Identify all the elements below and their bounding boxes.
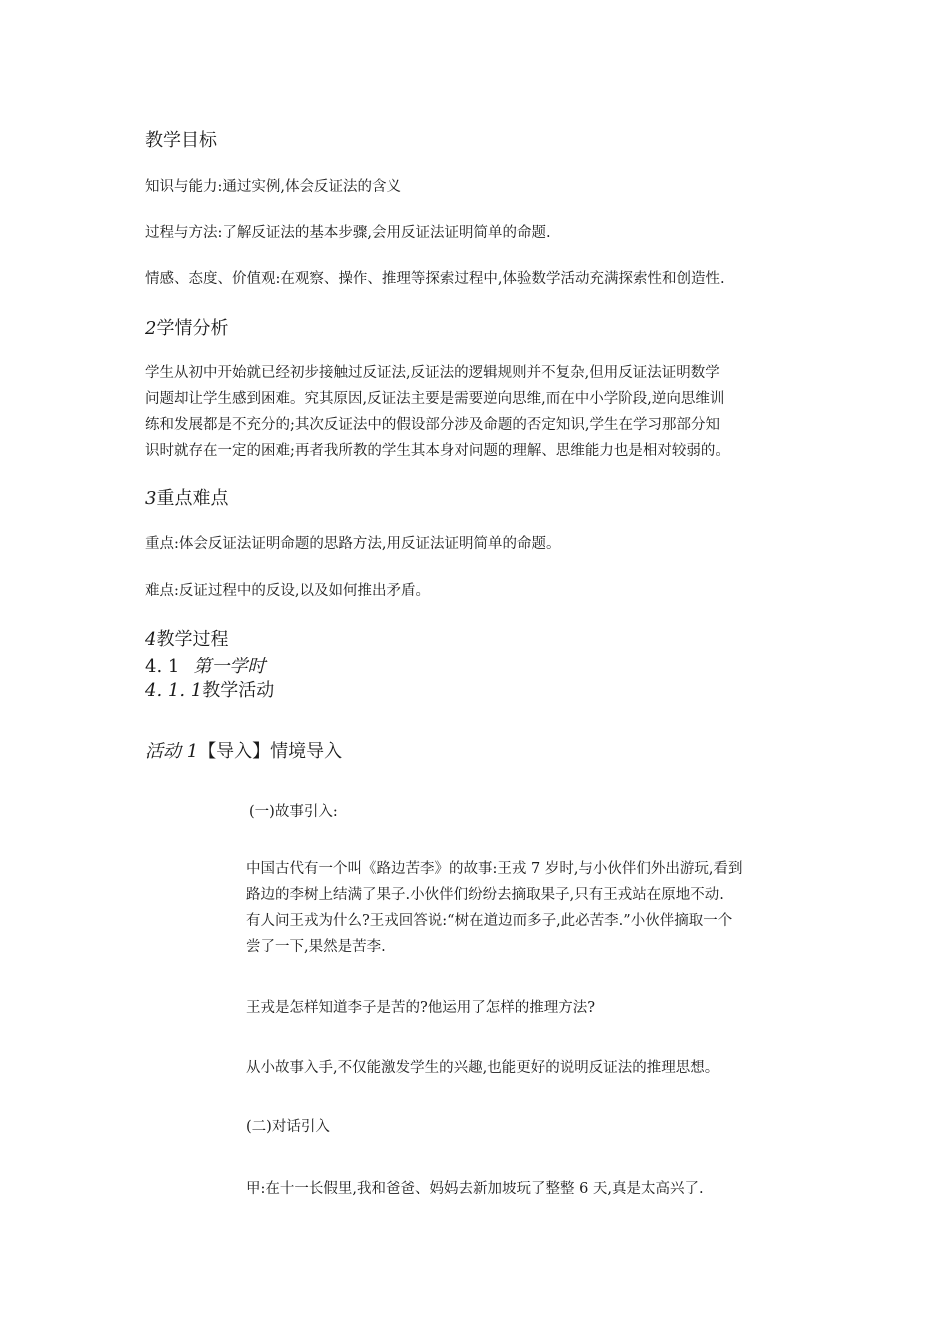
goal-knowledge: 知识与能力:通过实例,体会反证法的含义 [145, 179, 401, 195]
analysis-paragraph [145, 360, 815, 464]
activity-title: 【导入】情境导入 [198, 741, 343, 762]
difficult-point: 难点:反证过程中的反设,以及如何推出矛盾。 [145, 583, 430, 599]
subsection-title: 第一学时 [193, 656, 266, 677]
analysis-line: 学生从初中开始就已经初步接触过反证法,反证法的逻辑规则并不复杂,但用反证法证明数学 [145, 365, 720, 381]
section-heading-analysis [145, 314, 228, 340]
section-number: 4 [145, 629, 157, 650]
goals-title: 教学目标 [145, 130, 217, 151]
section-heading-keypoints [145, 484, 228, 510]
story-line: 有人问王戎为什么?王戎回答说:“树在道边而多子,此必苦李.”小伙伴摘取一个 [246, 913, 733, 929]
section-title: 学情分析 [156, 318, 229, 339]
subsection-heading-first-class [145, 652, 265, 678]
activity-heading [145, 737, 342, 763]
analysis-line: 问题却让学生感到困难。究其原因,反证法主要是需要逆向思维,而在中小学阶段,逆向思维训 [145, 391, 725, 407]
story-line: 中国古代有一个叫《路边苦李》的故事:王戎 7 岁时,与小伙伴们外出游玩,看到 [246, 861, 743, 877]
analysis-line: 识时就存在一定的困难;再者我所教的学生其本身对问题的理解、思维能力也是相对较弱的。 [145, 443, 730, 459]
story-question: 王戎是怎样知道李子是苦的?他运用了怎样的推理方法? [246, 1000, 596, 1016]
section-number: 2 [145, 318, 157, 339]
goal-emotion: 情感、态度、价值观:在观察、操作、推理等探索过程中,体验数学活动充满探索性和创造性. [145, 271, 725, 287]
story-comment: 从小故事入手,不仅能激发学生的兴趣,也能更好的说明反证法的推理思想。 [246, 1060, 720, 1076]
section-heading-process [145, 625, 228, 651]
subsection-number: 4. 1 [145, 656, 180, 677]
story-line: 尝了一下,果然是苦李. [246, 939, 386, 955]
story-line: 路边的李树上结满了果子.小伙伴们纷纷去摘取果子,只有王戎站在原地不动. [246, 887, 724, 903]
dialog-heading: (二)对话引入 [246, 1119, 330, 1135]
subsection-title: 教学活动 [202, 680, 275, 701]
analysis-line: 练和发展都是不充分的;其次反证法中的假设部分涉及命题的否定知识,学生在学习那部分知 [145, 417, 720, 433]
activity-prefix: 活动 1 [145, 741, 199, 762]
dialog-line: 甲:在十一长假里,我和爸爸、妈妈去新加坡玩了整整 6 天,真是太高兴了. [246, 1181, 704, 1197]
subsection-heading-activities [145, 676, 274, 702]
section-title: 重点难点 [156, 488, 229, 509]
story-heading: (一)故事引入: [249, 804, 338, 820]
story-paragraph [246, 856, 826, 960]
section-title: 教学过程 [156, 629, 229, 650]
subsection-number: 4. 1. 1 [145, 680, 203, 701]
key-point: 重点:体会反证法证明命题的思路方法,用反证法证明简单的命题。 [145, 536, 561, 552]
goal-process: 过程与方法:了解反证法的基本步骤,会用反证法证明简单的命题. [145, 225, 551, 241]
section-number: 3 [145, 488, 157, 509]
